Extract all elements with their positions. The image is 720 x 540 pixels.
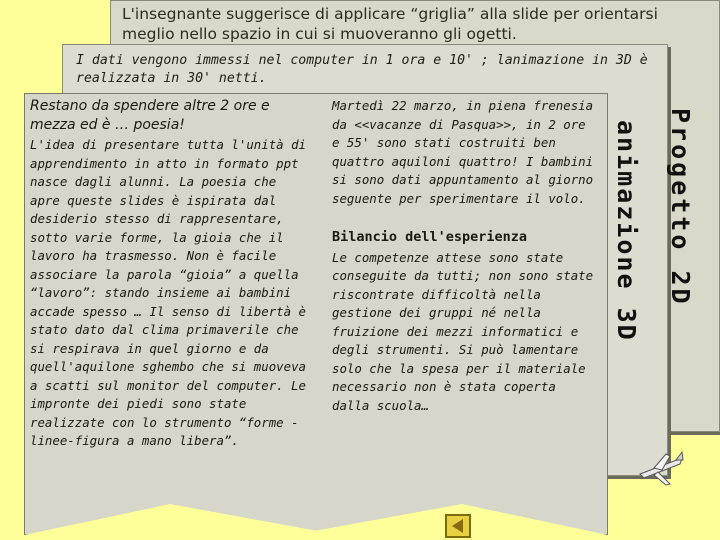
left-lead-text: Restano da spendere altre 2 ore e mezza ed è … poesia! — [30, 98, 270, 133]
left-column — [30, 97, 312, 451]
airplane-icon — [636, 448, 686, 488]
bilancio-heading: Bilancio dell'esperienza — [332, 229, 528, 245]
right-column — [332, 97, 600, 415]
progetto-2d-vertical-title: Progetto 2D — [666, 108, 695, 307]
animazione-3d-vertical-title: animazione 3D — [612, 120, 641, 342]
right-body-text: Martedì 22 marzo, in piena frenesia da <<vacanze di Pasqua>>, in 2 ore e 55' sono stati costruiti ben quattro aquiloni quattro! I bambini si sono dati appuntamento al giorno seguente per sperimentare il volo. — [332, 98, 594, 206]
right-conclusion-text: Le competenze attese sono state conseguite da tutti; non sono state riscontrate difficoltà nella gestione dei gruppi né nella fruizione dei mezzi informatici e degli strumenti. Si può lamentare solo che la spesa per il materiale necessario non è stata coperta dalla scuola… — [332, 249, 594, 413]
back-nav-button[interactable] — [445, 514, 471, 538]
back-arrow-icon — [447, 516, 469, 536]
middle-slide-text: I dati vengono immessi nel computer in 1 ora e 10' ; lanimazione in 3D è realizzata in 30' netti. — [76, 53, 648, 86]
back-slide-text: L'insegnante suggerisce di applicare “griglia” alla slide per orientarsi meglio nello spazio in cui si muoveranno gli ogetti. — [122, 5, 658, 43]
left-body-text: L'idea di presentare tutta l'unità di apprendimento in atto in formato ppt nasce dagli alunni. La poesia che apre queste slides è ispirata dal desiderio stesso di rappresentare, sotto varie forme, la gioia che il lavoro ha trasmesso. Non è facile associare la parola “gioia” a quella “lavoro”: stando insieme ai bambini accade spesso … Il senso di libertà è stato dato dal clima primaverile che si respirava in quel giorno e da quell'aquilone sghembo che si muoveva a scatti sul monitor del computer. Le impronte dei piedi sono state realizzate con lo strumento “forme -linee-figura a mano libera”. — [30, 137, 307, 448]
